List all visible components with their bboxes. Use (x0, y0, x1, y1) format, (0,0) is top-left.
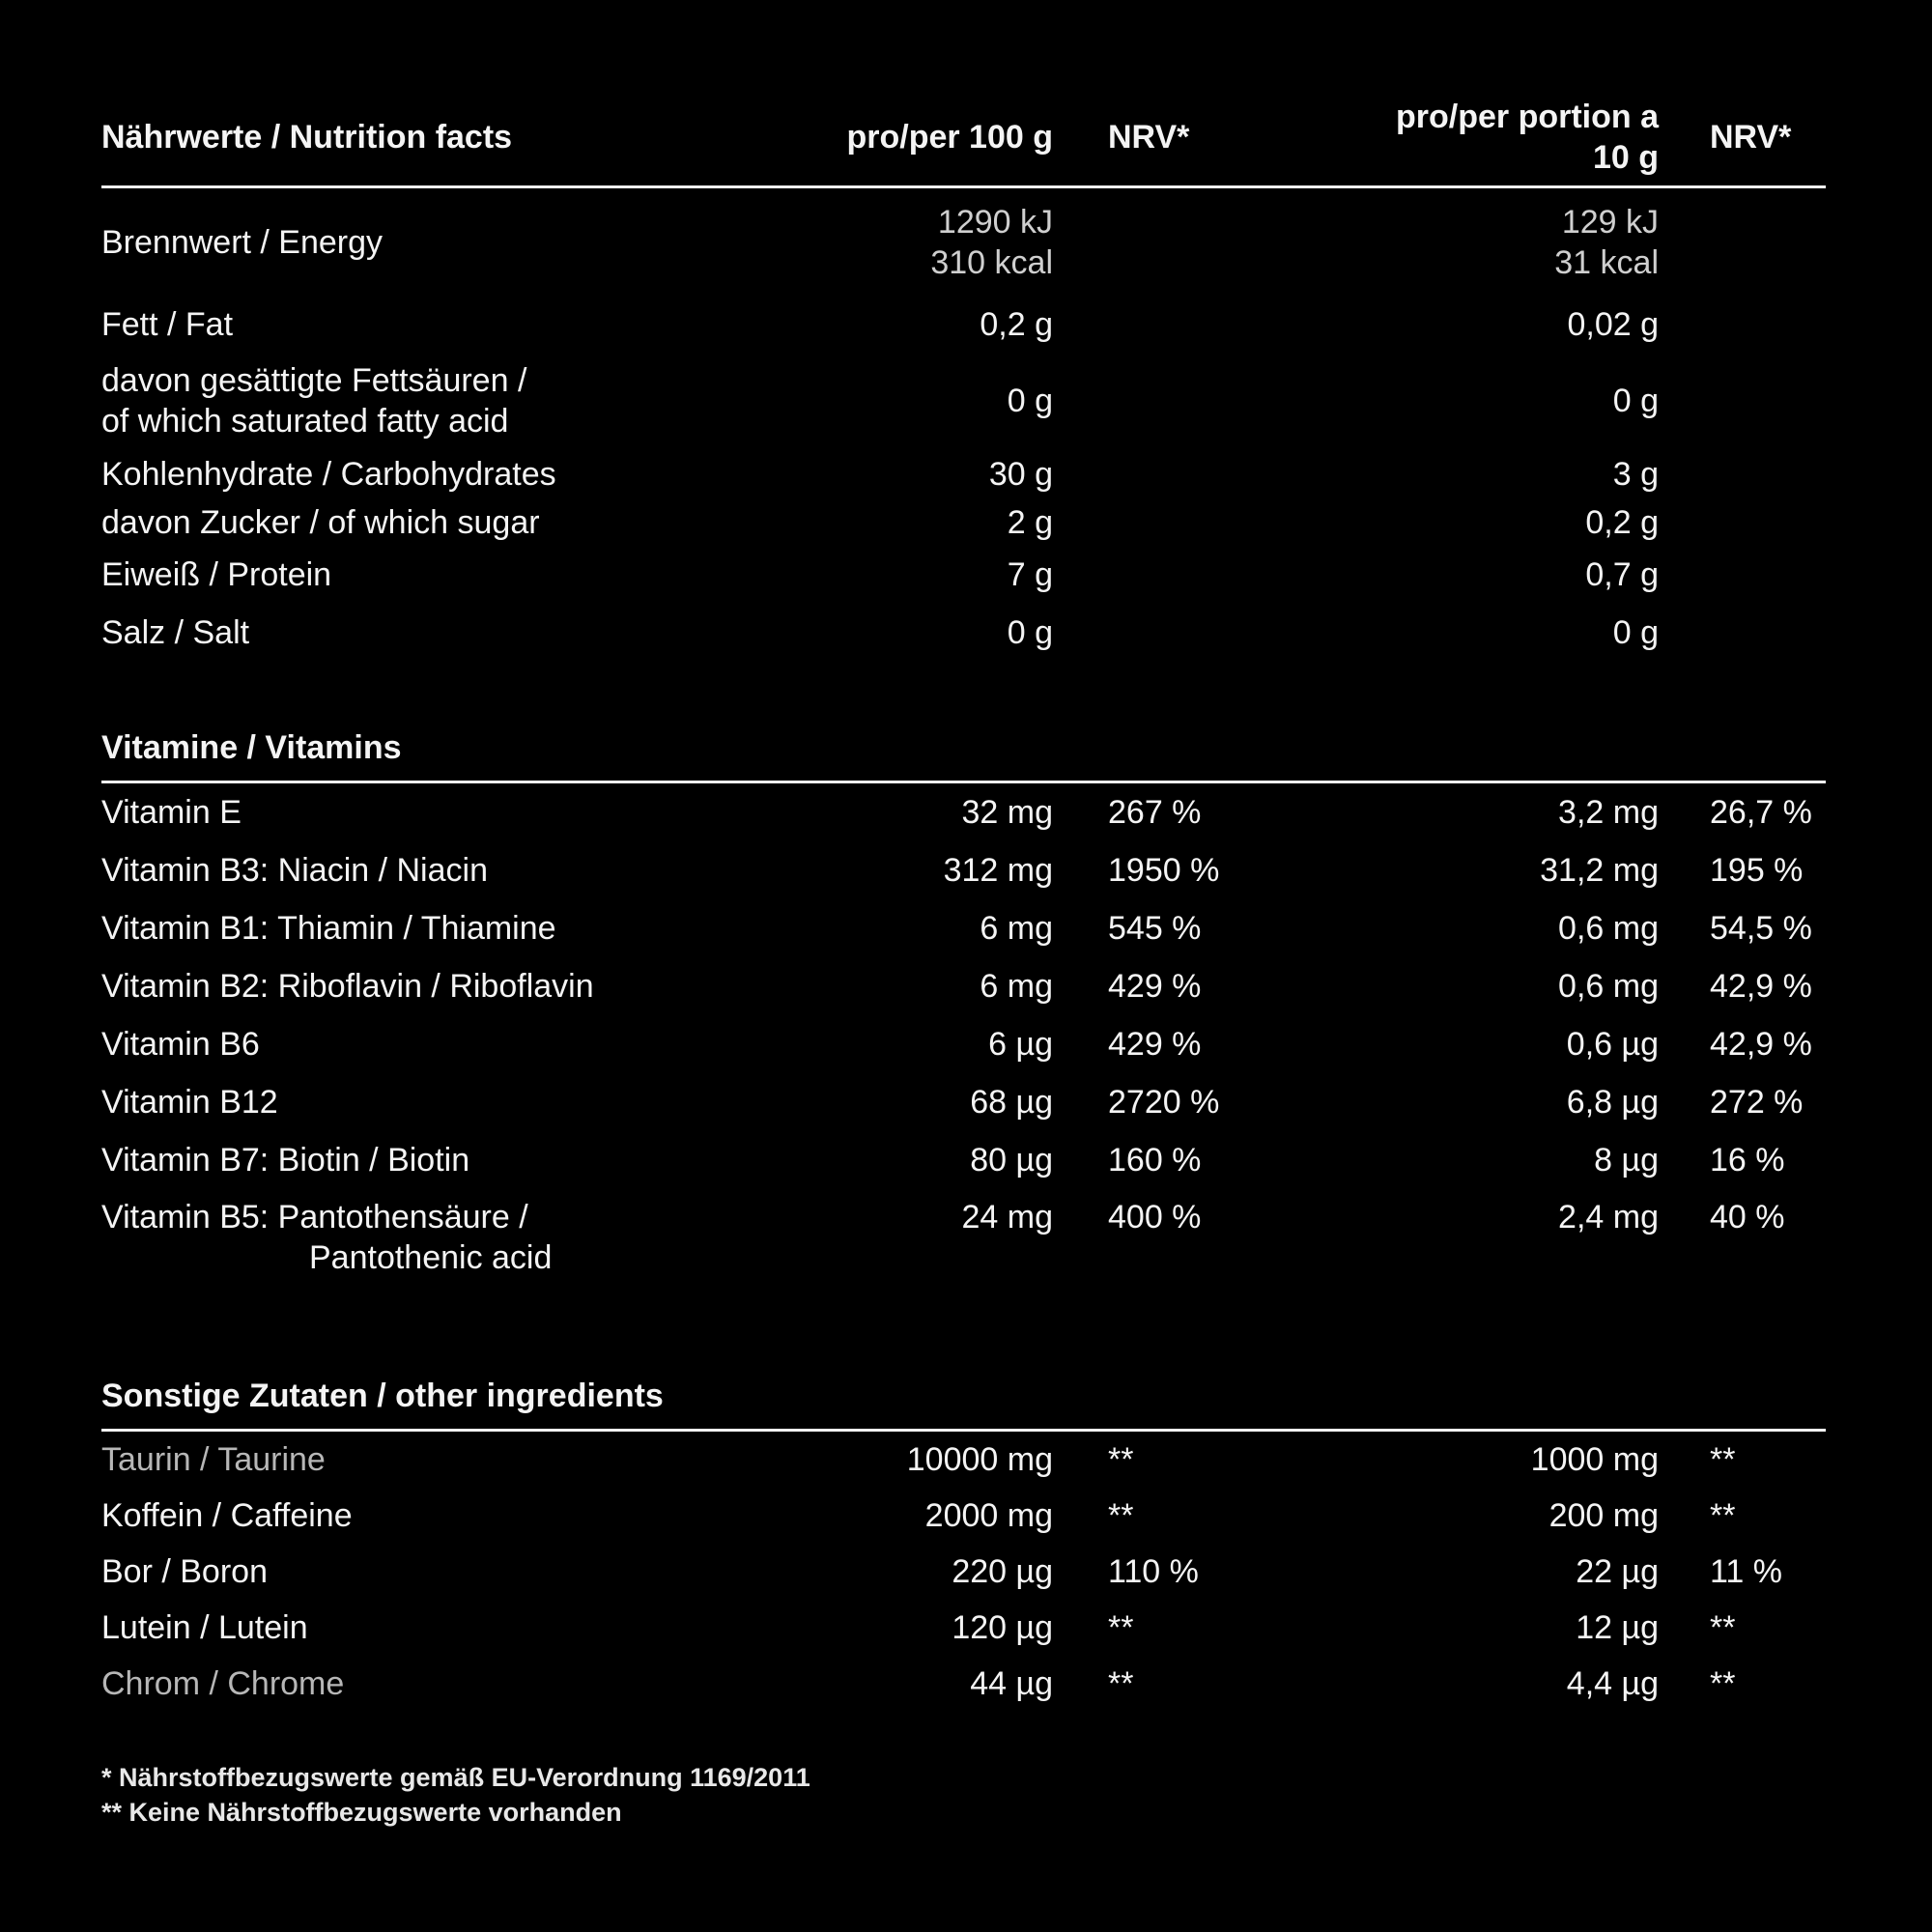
value-per-portion: 22 µg (1576, 1553, 1659, 1590)
value-per-portion: 6,8 µg (1566, 1084, 1659, 1121)
nrv-per-portion: 40 % (1710, 1199, 1785, 1236)
value-per-portion: 0,2 g (1585, 504, 1659, 541)
label-line: of which saturated fatty acid (101, 403, 509, 440)
footnotes (101, 1760, 1826, 1830)
row-label: Brennwert / Energy (101, 224, 384, 261)
value-per-100g: 30 g (988, 456, 1053, 493)
value-per-100g: 44 µg (970, 1665, 1053, 1702)
table-row (101, 449, 1826, 499)
row-label: Taurin / Taurine (101, 1441, 326, 1478)
row-label: Vitamin E (101, 794, 242, 831)
row-label: Vitamin B12 (101, 1084, 278, 1121)
value-per-100g: 32 mg (961, 794, 1053, 831)
nrv-per-100g: 545 % (1108, 910, 1202, 947)
nrv-per-100g: 1950 % (1108, 852, 1220, 889)
row-label: Vitamin B6 (101, 1026, 260, 1063)
nrv-per-100g: 429 % (1108, 1026, 1202, 1063)
row-label: Bor / Boron (101, 1553, 268, 1590)
value-per-portion: 0,6 mg (1558, 968, 1659, 1005)
table-row (101, 1600, 1826, 1656)
value-per-portion: 200 mg (1548, 1497, 1659, 1534)
nrv-per-100g: ** (1108, 1497, 1134, 1534)
nutrition-facts-table (101, 97, 1826, 1830)
row-label: Lutein / Lutein (101, 1609, 308, 1646)
label-line: Vitamin B5: Pantothensäure / (101, 1199, 528, 1236)
table-row (101, 1656, 1826, 1712)
label-line: davon gesättigte Fettsäuren / (101, 362, 527, 399)
nrv-per-portion: 42,9 % (1710, 1026, 1812, 1063)
table-row (101, 499, 1826, 546)
nrv-per-100g: ** (1108, 1665, 1134, 1702)
row-label: Kohlenhydrate / Carbohydrates (101, 456, 556, 493)
value-per-100g: 6 mg (980, 910, 1053, 947)
nrv-per-portion: 42,9 % (1710, 968, 1812, 1005)
table-row (101, 899, 1826, 957)
table-row (101, 546, 1826, 604)
table-row (101, 297, 1826, 353)
table-row (101, 841, 1826, 899)
row-label: Salz / Salt (101, 614, 250, 651)
row-label: Vitamin B2: Riboflavin / Riboflavin (101, 968, 594, 1005)
value-per-portion: 0,7 g (1585, 556, 1659, 593)
value-line: 310 kcal (930, 244, 1053, 281)
table-row (101, 1544, 1826, 1600)
value-per-100g: 312 mg (943, 852, 1053, 889)
value-per-100g: 0 g (1007, 383, 1053, 419)
value-line: 129 kJ (1561, 204, 1659, 241)
value-per-portion: 1000 mg (1530, 1441, 1659, 1478)
value-per-portion: 0 g (1612, 383, 1659, 419)
footnote-no-nrv: ** Keine Nährstoffbezugswerte vorhanden (101, 1798, 622, 1827)
value-per-portion: 12 µg (1576, 1609, 1659, 1646)
nrv-per-portion: ** (1710, 1497, 1736, 1534)
table-row (101, 604, 1826, 662)
value-per-100g: 6 µg (988, 1026, 1053, 1063)
value-per-100g: 120 µg (952, 1609, 1053, 1646)
nrv-per-100g: 400 % (1108, 1199, 1202, 1236)
value-per-100g: 10000 mg (906, 1441, 1053, 1478)
header-label: Nährwerte / Nutrition facts (101, 119, 513, 156)
row-label: Vitamin B1: Thiamin / Thiamine (101, 910, 556, 947)
value-per-portion: 0,6 µg (1566, 1026, 1659, 1063)
table-header-row (101, 97, 1826, 188)
value-per-portion: 0 g (1612, 614, 1659, 651)
value-per-portion: 2,4 mg (1558, 1199, 1659, 1236)
row-label: Koffein / Caffeine (101, 1497, 353, 1534)
value-per-100g: 220 µg (952, 1553, 1053, 1590)
value-per-100g: 7 g (1007, 556, 1053, 593)
header-per-100g: pro/per 100 g (846, 119, 1053, 156)
row-label: davon Zucker / of which sugar (101, 504, 540, 541)
value-per-100g: 0 g (1007, 614, 1053, 651)
value-per-portion: 3,2 mg (1558, 794, 1659, 831)
nrv-per-100g: 2720 % (1108, 1084, 1220, 1121)
section-title-vitamins: Vitamine / Vitamins (101, 729, 1826, 783)
table-row (101, 1073, 1826, 1131)
nrv-per-100g: ** (1108, 1609, 1134, 1646)
table-row (101, 1015, 1826, 1073)
nrv-per-100g: 110 % (1108, 1553, 1199, 1590)
row-label (101, 360, 681, 441)
value-per-100g (681, 202, 1053, 283)
value-per-portion: 0,02 g (1567, 306, 1659, 343)
section-title-other-ingredients: Sonstige Zutaten / other ingredients (101, 1378, 1826, 1432)
nrv-per-100g: 160 % (1108, 1142, 1202, 1179)
table-row (101, 783, 1826, 841)
header-nrv-portion: NRV* (1710, 119, 1792, 156)
footnote-nrv-reference: * Nährstoffbezugswerte gemäß EU-Verordnung 1169/2011 (101, 1763, 810, 1792)
value-per-portion: 4,4 µg (1566, 1665, 1659, 1702)
table-row (101, 1432, 1826, 1488)
value-per-100g: 6 mg (980, 968, 1053, 1005)
row-label: Chrom / Chrome (101, 1665, 345, 1702)
value-per-portion: 31,2 mg (1540, 852, 1659, 889)
value-per-100g: 2000 mg (924, 1497, 1053, 1534)
nrv-per-portion: ** (1710, 1441, 1736, 1478)
value-per-portion: 0,6 mg (1558, 910, 1659, 947)
table-row (101, 1488, 1826, 1544)
header-per-portion: pro/per portion a 10 g (1396, 99, 1659, 176)
value-line: 1290 kJ (937, 204, 1053, 241)
value-per-portion (1372, 202, 1659, 283)
nrv-per-portion: 26,7 % (1710, 794, 1812, 831)
value-per-100g: 0,2 g (980, 306, 1053, 343)
nrv-per-100g: 429 % (1108, 968, 1202, 1005)
label-line: Pantothenic acid (309, 1239, 553, 1276)
nrv-per-portion: ** (1710, 1665, 1736, 1702)
row-label: Eiweiß / Protein (101, 556, 332, 593)
nrv-per-portion: 16 % (1710, 1142, 1785, 1179)
value-per-portion: 8 µg (1594, 1142, 1659, 1179)
value-per-100g: 68 µg (970, 1084, 1053, 1121)
nrv-per-100g: 267 % (1108, 794, 1202, 831)
value-line: 31 kcal (1554, 244, 1659, 281)
nrv-per-100g: ** (1108, 1441, 1134, 1478)
value-per-100g: 24 mg (961, 1199, 1053, 1236)
value-per-100g: 80 µg (970, 1142, 1053, 1179)
nrv-per-portion: ** (1710, 1609, 1736, 1646)
nrv-per-portion: 272 % (1710, 1084, 1804, 1121)
table-row (101, 1189, 1826, 1289)
row-label: Vitamin B3: Niacin / Niacin (101, 852, 488, 889)
table-row (101, 957, 1826, 1015)
value-per-portion: 3 g (1612, 456, 1659, 493)
nrv-per-portion: 195 % (1710, 852, 1804, 889)
table-row (101, 188, 1826, 297)
value-per-100g: 2 g (1007, 504, 1053, 541)
table-row (101, 353, 1826, 449)
nrv-per-portion: 54,5 % (1710, 910, 1812, 947)
row-label: Fett / Fat (101, 306, 234, 343)
table-row (101, 1131, 1826, 1189)
nrv-per-portion: 11 % (1710, 1553, 1782, 1590)
row-label: Vitamin B7: Biotin / Biotin (101, 1142, 470, 1179)
header-nrv-100g: NRV* (1108, 119, 1190, 156)
row-label (101, 1197, 681, 1278)
